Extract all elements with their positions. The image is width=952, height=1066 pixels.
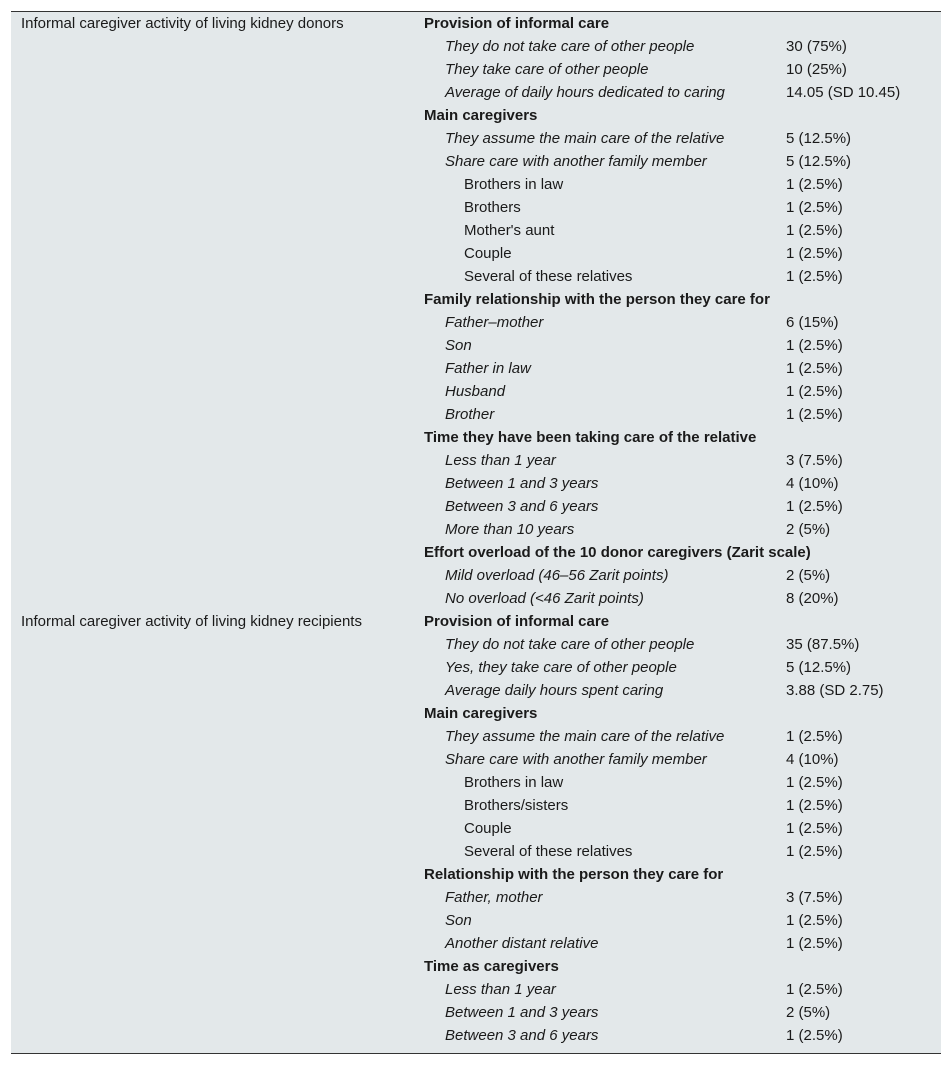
- row-label: Several of these relatives: [464, 843, 633, 860]
- table-row: [424, 58, 941, 81]
- row-label: Relationship with the person they care for: [424, 866, 724, 883]
- table-row: [424, 932, 941, 955]
- row-value: 3 (7.5%): [786, 452, 843, 469]
- row-label: Yes, they take care of other people: [445, 659, 677, 676]
- row-label: Son: [445, 912, 472, 929]
- row-value: 6 (15%): [786, 314, 839, 331]
- category-header-row: [424, 541, 941, 564]
- row-label: Average of daily hours dedicated to caring: [445, 84, 725, 101]
- row-value: 1 (2.5%): [786, 268, 843, 285]
- section-label: Informal caregiver activity of living kidney donors: [21, 15, 344, 32]
- row-value: 1 (2.5%): [786, 176, 843, 193]
- row-label: Brothers: [464, 199, 521, 216]
- row-value: 35 (87.5%): [786, 636, 860, 653]
- row-label: Another distant relative: [445, 935, 599, 952]
- row-label: Son: [445, 337, 472, 354]
- section-label: Informal caregiver activity of living kidney recipients: [21, 613, 362, 630]
- row-label: Between 3 and 6 years: [445, 498, 599, 515]
- row-label: Main caregivers: [424, 107, 538, 124]
- table-row: [424, 196, 941, 219]
- row-value: 1 (2.5%): [786, 337, 843, 354]
- table-row: [424, 656, 941, 679]
- table-row: [424, 150, 941, 173]
- row-value: 10 (25%): [786, 61, 847, 78]
- table-row: [424, 633, 941, 656]
- row-label: Main caregivers: [424, 705, 538, 722]
- row-value: 2 (5%): [786, 1004, 831, 1021]
- row-label: Couple: [464, 820, 512, 837]
- row-label: Less than 1 year: [445, 452, 556, 469]
- section-rows: [424, 12, 941, 610]
- table-row: [424, 357, 941, 380]
- row-label: They do not take care of other people: [445, 636, 695, 653]
- table-row: [424, 978, 941, 1001]
- table-row: [424, 242, 941, 265]
- row-value: 1 (2.5%): [786, 981, 843, 998]
- table-row: [424, 495, 941, 518]
- row-label: Mild overload (46–56 Zarit points): [445, 567, 669, 584]
- table-row: [424, 817, 941, 840]
- row-value: 5 (12.5%): [786, 659, 852, 676]
- table-row: [424, 748, 941, 771]
- row-value: 2 (5%): [786, 521, 831, 538]
- category-header-row: [424, 955, 941, 978]
- row-value: 1 (2.5%): [786, 498, 843, 515]
- table-row: [424, 794, 941, 817]
- row-value: 4 (10%): [786, 475, 839, 492]
- row-label: No overload (<46 Zarit points): [445, 590, 644, 607]
- row-label: Average daily hours spent caring: [445, 682, 664, 699]
- row-value: 1 (2.5%): [786, 199, 843, 216]
- row-value: 1 (2.5%): [786, 843, 843, 860]
- table-row: [424, 840, 941, 863]
- table-section: [11, 12, 941, 610]
- table-section: [11, 610, 941, 1047]
- row-value: 1 (2.5%): [786, 383, 843, 400]
- row-value: 3.88 (SD 2.75): [786, 682, 884, 699]
- row-label: They assume the main care of the relative: [445, 728, 725, 745]
- row-label: Brothers in law: [464, 176, 564, 193]
- row-value: 3 (7.5%): [786, 889, 843, 906]
- row-label: More than 10 years: [445, 521, 575, 538]
- category-header-row: [424, 702, 941, 725]
- category-header-row: [424, 12, 941, 35]
- table-row: [424, 587, 941, 610]
- category-header-row: [424, 610, 941, 633]
- row-value: 4 (10%): [786, 751, 839, 768]
- category-header-row: [424, 426, 941, 449]
- table-row: [424, 334, 941, 357]
- row-label: Father, mother: [445, 889, 543, 906]
- row-label: Husband: [445, 383, 506, 400]
- table-row: [424, 564, 941, 587]
- table-row: [424, 1024, 941, 1047]
- row-value: 14.05 (SD 10.45): [786, 84, 901, 101]
- table-row: [424, 173, 941, 196]
- row-label: Time they have been taking care of the relative: [424, 429, 757, 446]
- row-value: 1 (2.5%): [786, 912, 843, 929]
- section-rows: [424, 610, 941, 1047]
- row-label: They take care of other people: [445, 61, 649, 78]
- row-value: 8 (20%): [786, 590, 839, 607]
- row-label: Effort overload of the 10 donor caregivers (Zarit scale): [424, 544, 811, 561]
- category-header-row: [424, 104, 941, 127]
- row-value: 1 (2.5%): [786, 245, 843, 262]
- table-row: [424, 886, 941, 909]
- table-row: [424, 1001, 941, 1024]
- table-row: [424, 449, 941, 472]
- row-value: 1 (2.5%): [786, 797, 843, 814]
- row-value: 5 (12.5%): [786, 153, 852, 170]
- row-value: 2 (5%): [786, 567, 831, 584]
- table-row: [424, 81, 941, 104]
- table-row: [424, 909, 941, 932]
- row-label: Couple: [464, 245, 512, 262]
- row-value: 1 (2.5%): [786, 820, 843, 837]
- row-label: Share care with another family member: [445, 751, 707, 768]
- table-row: [424, 219, 941, 242]
- row-label: Brothers/sisters: [464, 797, 569, 814]
- row-label: Father–mother: [445, 314, 544, 331]
- row-label: Less than 1 year: [445, 981, 556, 998]
- row-label: Time as caregivers: [424, 958, 559, 975]
- row-label: Provision of informal care: [424, 613, 610, 630]
- category-header-row: [424, 863, 941, 886]
- row-label: Mother's aunt: [464, 222, 555, 239]
- table-row: [424, 380, 941, 403]
- table-row: [424, 403, 941, 426]
- category-header-row: [424, 288, 941, 311]
- table-row: [424, 679, 941, 702]
- row-label: Share care with another family member: [445, 153, 707, 170]
- table-row: [424, 518, 941, 541]
- row-value: 1 (2.5%): [786, 1027, 843, 1044]
- row-label: They do not take care of other people: [445, 38, 695, 55]
- row-label: Between 1 and 3 years: [445, 475, 599, 492]
- row-label: Family relationship with the person they care for: [424, 291, 770, 308]
- table-body: [11, 12, 941, 1047]
- caregiver-activity-table: [11, 11, 941, 1054]
- row-label: They assume the main care of the relative: [445, 130, 725, 147]
- row-label: Between 1 and 3 years: [445, 1004, 599, 1021]
- table-row: [424, 35, 941, 58]
- table-row: [424, 127, 941, 150]
- row-label: Father in law: [445, 360, 531, 377]
- table-row: [424, 265, 941, 288]
- row-label: Brother: [445, 406, 495, 423]
- row-label: Provision of informal care: [424, 15, 610, 32]
- table-row: [424, 472, 941, 495]
- row-value: 1 (2.5%): [786, 406, 843, 423]
- row-label: Several of these relatives: [464, 268, 633, 285]
- row-value: 1 (2.5%): [786, 360, 843, 377]
- row-value: 1 (2.5%): [786, 222, 843, 239]
- row-value: 30 (75%): [786, 38, 847, 55]
- table-row: [424, 771, 941, 794]
- row-value: 1 (2.5%): [786, 728, 843, 745]
- table-row: [424, 725, 941, 748]
- row-value: 1 (2.5%): [786, 774, 843, 791]
- row-value: 1 (2.5%): [786, 935, 843, 952]
- table-row: [424, 311, 941, 334]
- row-value: 5 (12.5%): [786, 130, 852, 147]
- row-label: Brothers in law: [464, 774, 564, 791]
- row-label: Between 3 and 6 years: [445, 1027, 599, 1044]
